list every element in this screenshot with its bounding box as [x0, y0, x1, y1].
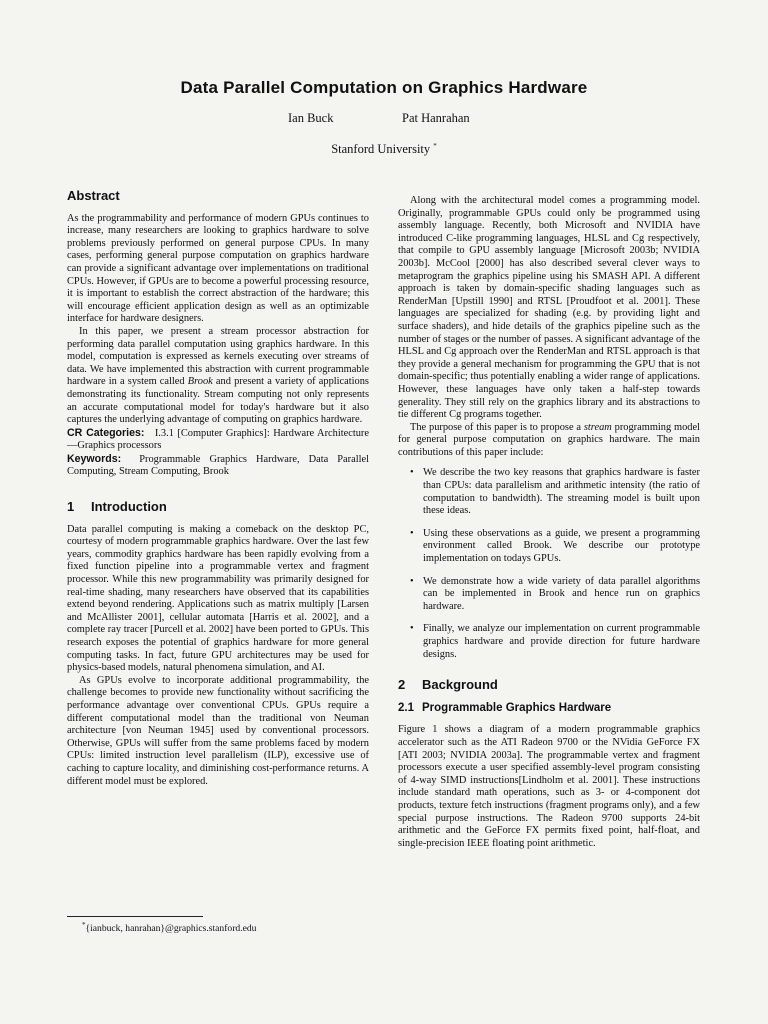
list-item: • Finally, we analyze our implementation on current programmable graphics hardware and provide direction for future hardware designs.	[398, 623, 700, 661]
background-paragraph: Figure 1 shows a diagram of a modern programmable graphics accelerator such as the ATI Radeon 9700 or the NVidia GeForce FX [ATI 2003; NVIDIA 2003a]. The programmable vertex and fragment processors execute a user specified assembly-level program consisting of 4-way SIMD instructions[Lindholm et al. 2001]. These instructions include standard math operations, such as 3- or 4-component dot products, texture fetch instructions (fragment programs only), and a few special purpose instructions. The Radeon 9700 supports 24-bit arithmetic and the GeForce FX permits fixed point, half-float, and single-precision IEEE floating point arithmetic.	[398, 724, 700, 849]
cr-categories: CR Categories: I.3.1 [Computer Graphics]: Hardware Architecture—Graphics processors	[67, 426, 369, 452]
author-name: Pat Hanrahan	[402, 111, 470, 125]
affiliation	[0, 142, 768, 157]
affiliation-name: Stanford University	[331, 142, 431, 157]
paper-title: Data Parallel Computation on Graphics Hardware	[180, 78, 588, 97]
brook-emphasis: Brook	[187, 376, 213, 388]
right-column	[398, 195, 700, 850]
background-heading: 2 Background	[398, 677, 498, 693]
list-item: • Using these observations as a guide, we present a programming environment called Brook. We describe our prototype implementation on todays GPUs.	[398, 528, 700, 566]
intro-paragraph: Data parallel computing is making a comeback on the desktop PC, courtesy of modern programmable graphics hardware. Over the last few years, commodity graphics hardware has been rapidly evolving from a fixed function pipeline into a programmable vertex and fragment processor. While this new programmability was primarily designed for real-time shading, many researchers have observed that its capabilities extend beyond rendering. Applications such as matrix multiply [Larsen and McAllister 2001], cellular automata [Harris et al. 2002], and a complete ray tracer [Purcell et al. 2002] have been ported to GPUs. This research exposes the potential of graphics hardware for more general computing tasks. In fact, future GPU architectures may be used for physics-based models, natural phenomena simulation, and AI.	[67, 523, 369, 674]
intro-paragraph: As GPUs evolve to incorporate additional programmability, the challenge becomes to provide new functionality without sacrificing the performance advantage over conventional CPUs. GPUs require a different computational model than the traditional von Neuman architecture [von Neuman 1945] used by conventional processors. Otherwise, GPUs will suffer from the same problems faced by modern CPUs: limited instruction level parallelism (ILP), excessive use of caching to capture locality, and diminishing cost-performance returns. A different model must be explored.	[67, 674, 369, 787]
abstract-paragraph: As the programmability and performance of modern GPUs continues to increase, many researchers are looking to graphics hardware to solve problems previously performed on general purpose CPUs. In many cases, performing general purpose computation on graphics hardware can provide a significant advantage over implementations on traditional CPUs. However, if GPUs are to become a powerful processing resource, it is important to establish the correct abstraction of the hardware; this will encourage efficient application design as well as an optimizable interface for hardware designers.	[67, 212, 369, 325]
footnote-text: {ianbuck, hanrahan}@graphics.stanford.edu	[85, 923, 257, 935]
body-paragraph: Along with the architectural model comes a programming model. Originally, programmable GPUs could only be programmed using assembly language. Recently, both Microsoft and NVIDIA have introduced C-like programming languages, HLSL and Cg respectively, that compile to GPU assembly language [Microsoft 2003b; NVIDIA 2003b]. McCool [2000] has also described several clever ways to metaprogram the graphics pipeline using his SMASH API. A different approach is taken by domain-specific shading languages such as RenderMan [Upstill 1990] and RTSL [Proudfoot et al. 2001]. These languages are specialized for shading (e.g. by providing light and surface shaders), and hide details of the graphics pipeline such as the number of stages or the number of passes. A significant advantage of the HLSL and Cg approach over the RenderMan and RTSL approach is that they provide a general mechanism for programming the GPU that is not domain-specific; thus potentially enabling a wider range of applications. However, these languages have only taken a half-step towards generality. They still rely on the graphics library and its abstractions to tie different Cg programs together.	[398, 195, 700, 421]
keywords: Keywords: Programmable Graphics Hardware, Data Parallel Computing, Stream Computing, Brook	[67, 452, 369, 478]
subsection-heading: 2.1 Programmable Graphics Hardware	[398, 701, 612, 714]
stream-emphasis: stream	[583, 421, 612, 433]
list-item: • We demonstrate how a wide variety of data parallel algorithms can be implemented in Brook and hence run on graphics hardware.	[398, 576, 700, 614]
footnote-divider	[67, 916, 203, 917]
body-paragraph: The purpose of this paper is to propose a stream programming model for general purpose computation on graphics hardware. The main contributions of this paper include:	[398, 421, 700, 458]
list-item: • We describe the two key reasons that graphics hardware is faster than CPUs: data parallelism and arithmetic intensity (the ratio of computation to bandwidth). The streaming model is built upon these ideas.	[398, 467, 700, 517]
footnote-mark: *	[82, 921, 86, 929]
abstract-paragraph: In this paper, we present a stream processor abstraction for performing data parallel computation using graphics hardware. In this model, computation is expressed as kernels executing over streams of data. We have implemented this abstraction with current programmable hardware in a system called Brook and present a variety of applications demonstrating its functionality. Stream computing not only represents an accurate computational model for today's hardware but it also captures the underlying advantage of computing on graphics hardware.	[67, 325, 369, 426]
abstract-heading: Abstract	[67, 188, 120, 203]
contributions-list	[398, 467, 700, 661]
affiliation-footnote-mark: *	[433, 142, 437, 150]
left-column	[67, 190, 369, 788]
introduction-heading: 1 Introduction	[67, 499, 167, 515]
footnote	[82, 921, 256, 934]
author-name: Ian Buck	[288, 111, 334, 125]
